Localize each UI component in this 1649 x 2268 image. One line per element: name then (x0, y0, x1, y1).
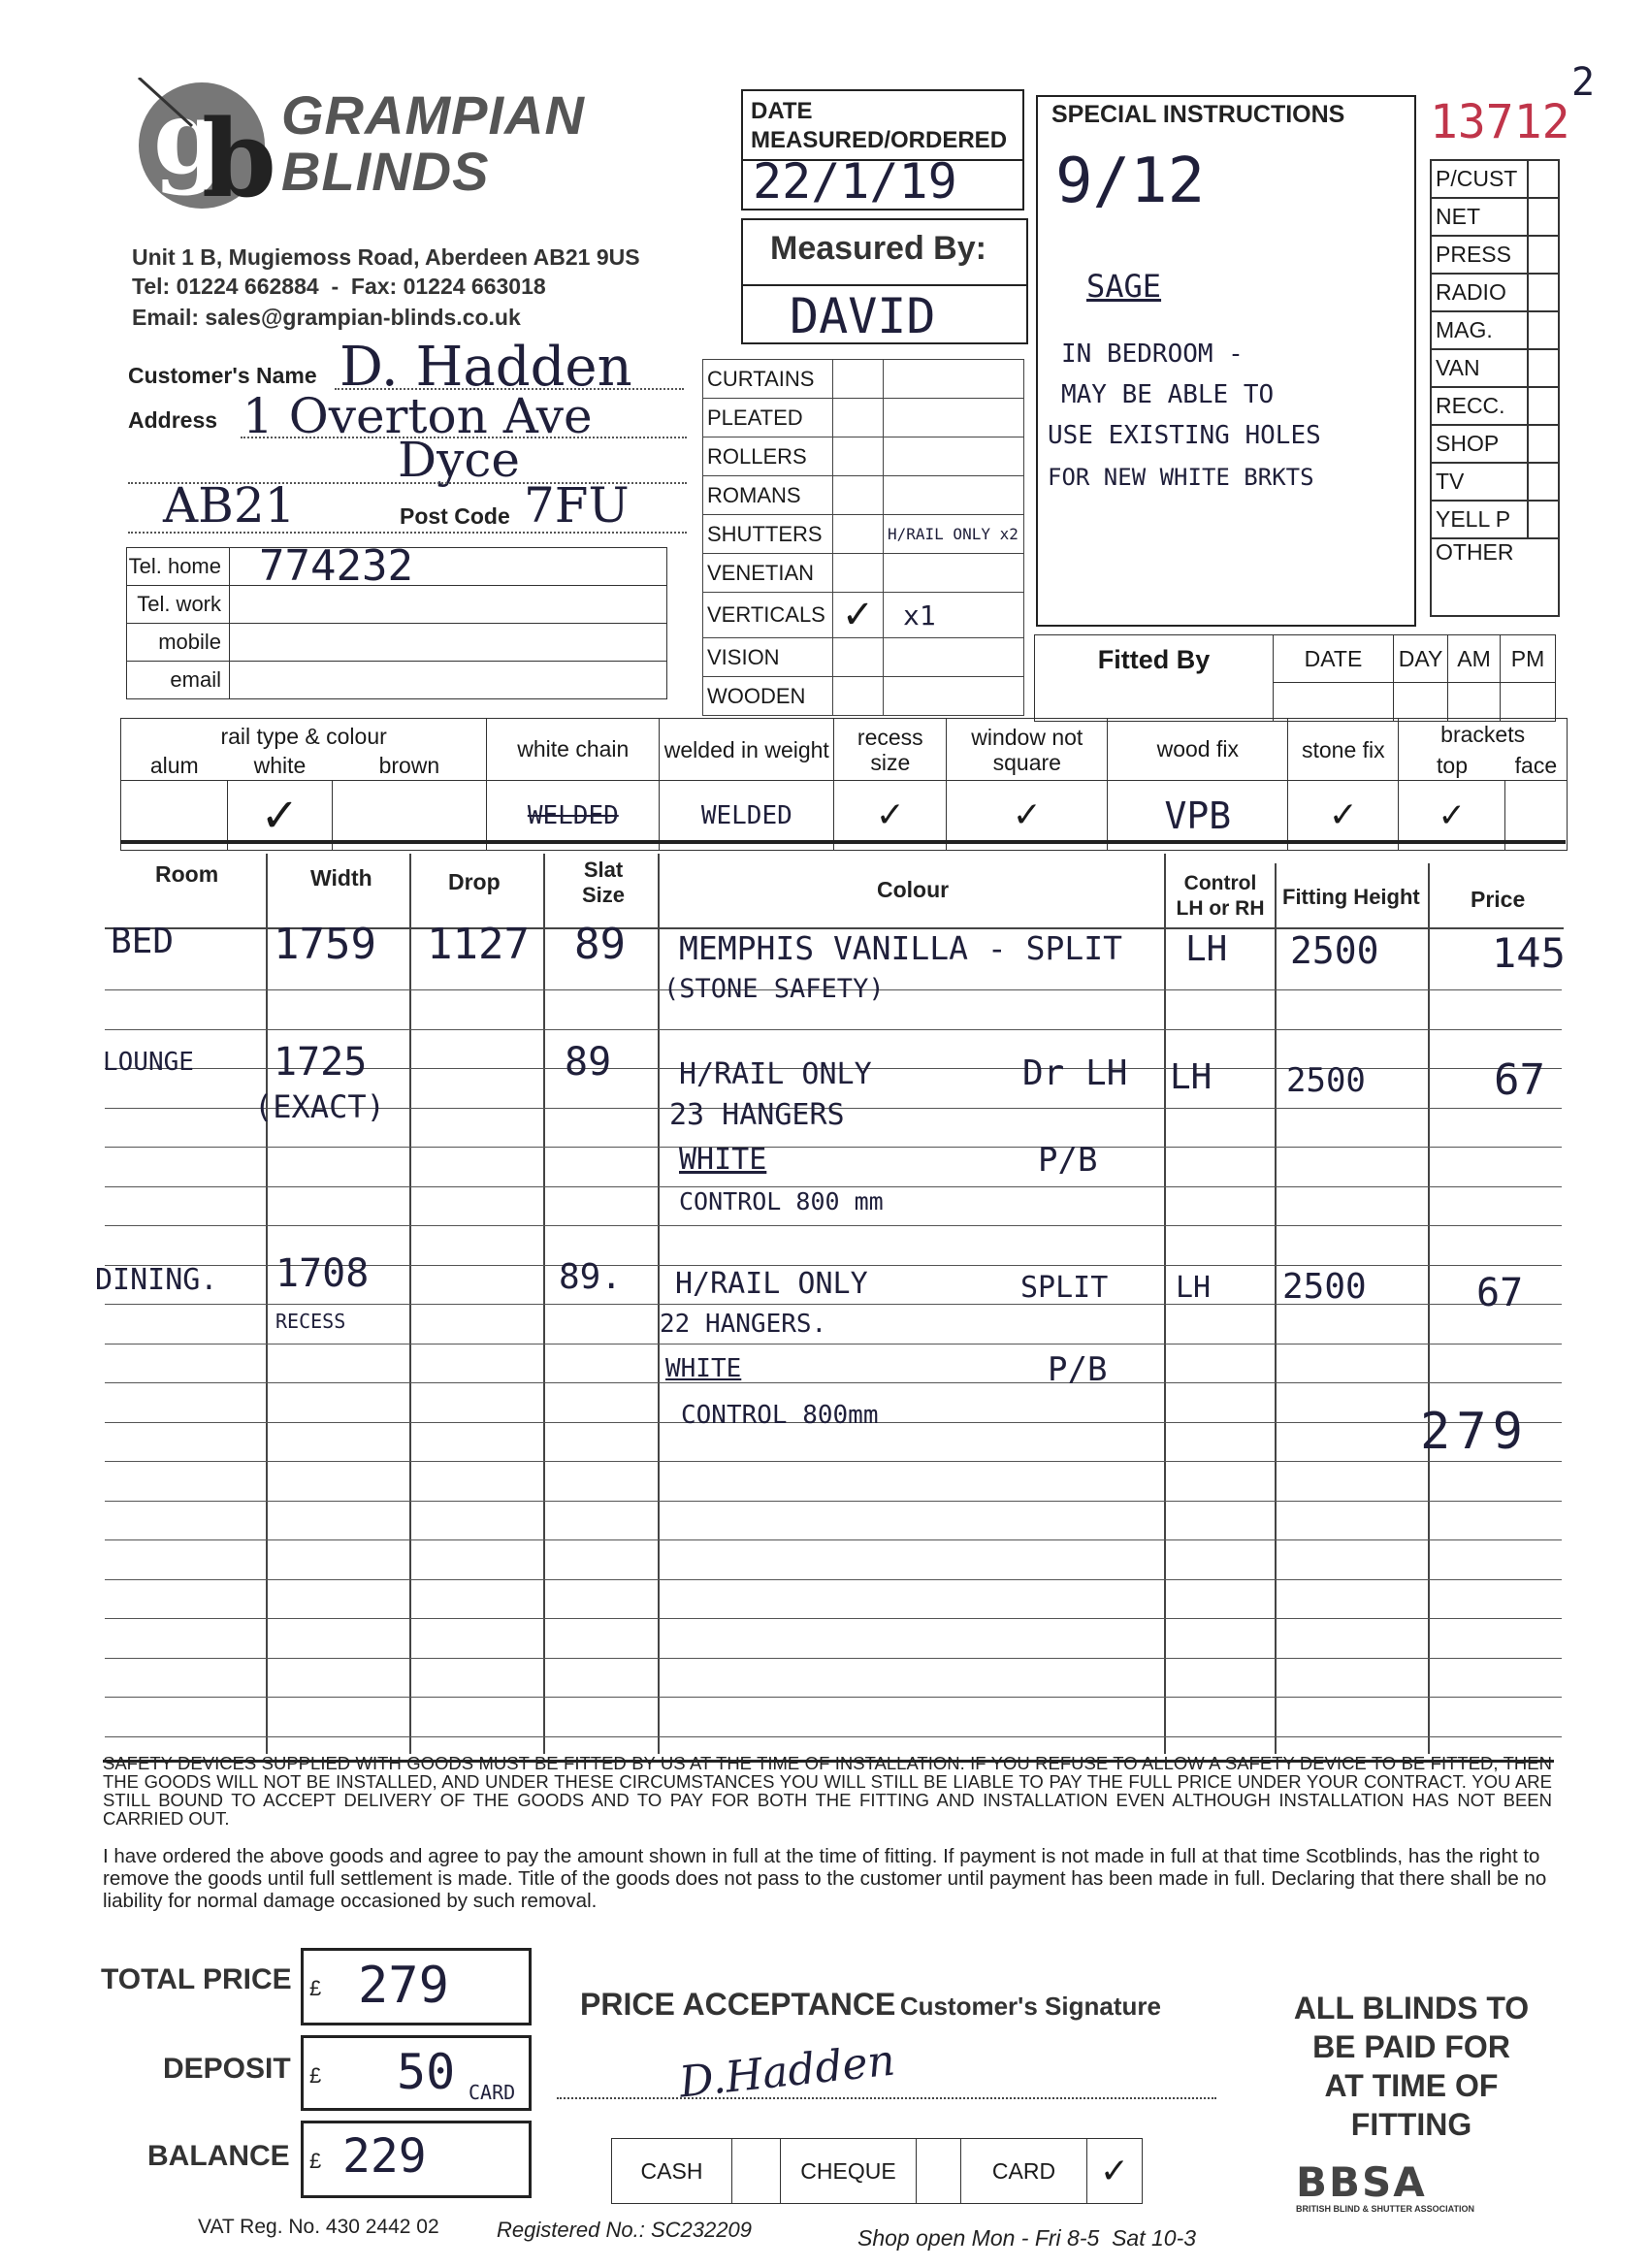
total-price-value: 279 (358, 1957, 449, 2015)
entry-colour-line: H/RAIL ONLY (679, 1057, 872, 1091)
entry-slat: 89. (559, 1257, 623, 1297)
window-label: window not square (947, 719, 1108, 781)
product-row (703, 593, 1024, 638)
product-note (884, 554, 1024, 593)
tel-row (127, 548, 667, 586)
fitted-by-table (1034, 634, 1556, 722)
window-check[interactable]: ✓ (947, 781, 1108, 851)
product-note (884, 638, 1024, 677)
source-row (1431, 349, 1559, 387)
entry-price: 67 (1476, 1271, 1524, 1315)
source-label: VAN (1431, 349, 1528, 387)
tel-row (127, 624, 667, 662)
brackets-label: brackets (1399, 719, 1568, 752)
tel-label: email (127, 662, 230, 699)
entry-colour-note: P/B (1048, 1350, 1108, 1389)
source-row (1431, 160, 1559, 198)
svg-text:b: b (202, 96, 276, 213)
table-rule (105, 1461, 1562, 1462)
product-row (703, 515, 1024, 554)
table-rule (105, 1344, 1562, 1345)
source-label: MAG. (1431, 311, 1528, 349)
entry-price: 67 (1494, 1055, 1545, 1105)
source-check[interactable] (1528, 425, 1559, 463)
product-mark (833, 360, 884, 399)
source-label: YELL P (1431, 501, 1528, 538)
entry-colour-line: CONTROL 800mm (681, 1401, 879, 1430)
entry-width-note: RECESS (275, 1310, 346, 1333)
alum-label: alum (121, 752, 228, 781)
source-check[interactable] (1528, 463, 1559, 501)
rail-type-label: rail type & colour (121, 719, 487, 752)
date-label-line1: DATE (751, 98, 813, 124)
product-label: ROMANS (703, 476, 833, 515)
product-mark (833, 476, 884, 515)
product-label: VERTICALS (703, 593, 833, 638)
source-label: NET (1431, 198, 1528, 236)
source-row (1431, 425, 1559, 463)
payment-notice-line: BE PAID FOR (1312, 2029, 1510, 2064)
date-box (741, 89, 1024, 211)
recess-label: recess size (834, 719, 947, 781)
source-row (1431, 463, 1559, 501)
entry-width: 1725 (274, 1040, 368, 1085)
header-control: Control LH or RH (1176, 872, 1265, 920)
entry-height: 2500 (1282, 1267, 1367, 1307)
customer-signature: D.Hadden (676, 2035, 898, 2108)
white-chain-label: white chain (487, 719, 660, 781)
source-row (1431, 274, 1559, 311)
entry-room: BED (111, 922, 175, 961)
entry-slat: 89 (565, 1040, 612, 1085)
entry-colour-line: 22 HANGERS. (660, 1310, 827, 1339)
source-row (1431, 198, 1559, 236)
price-acceptance-label (580, 1987, 1161, 2023)
customer-signature-label: Customer's Signature (899, 1992, 1161, 2021)
header-height: Fitting Height (1282, 885, 1420, 909)
entry-width: 1708 (275, 1251, 370, 1296)
entry-control: LH (1170, 1057, 1212, 1097)
special-note-line: FOR NEW WHITE BRKTS (1048, 464, 1314, 491)
payment-notice-line: FITTING (1350, 2107, 1472, 2142)
product-label: VENETIAN (703, 554, 833, 593)
stone-fix-check[interactable]: ✓ (1288, 781, 1399, 851)
cheque-label: CHEQUE (781, 2139, 917, 2204)
card-label: CARD (961, 2139, 1087, 2204)
fitted-date-cell[interactable] (1274, 683, 1394, 722)
payment-notice (1261, 1989, 1562, 2144)
source-row (1431, 311, 1559, 349)
card-check[interactable]: ✓ (1087, 2139, 1143, 2204)
cash-check[interactable] (732, 2139, 781, 2204)
address-line1: 1 Overton Ave (242, 388, 593, 444)
product-label: WOODEN (703, 677, 833, 716)
address-label: Address (128, 407, 218, 433)
recess-check[interactable]: ✓ (834, 781, 947, 851)
table-total-price: 279 (1420, 1403, 1529, 1461)
header-width: Width (310, 865, 372, 891)
product-row (703, 399, 1024, 437)
source-check[interactable] (1528, 349, 1559, 387)
col-divider (1428, 863, 1430, 1754)
fitted-am-label: AM (1448, 635, 1501, 683)
entry-colour-line: WHITE (665, 1354, 742, 1383)
signature-line (557, 2097, 1216, 2099)
welded-label: welded in weight (660, 719, 834, 781)
table-rule (105, 1618, 1562, 1619)
product-label: SHUTTERS (703, 515, 833, 554)
entry-colour-line: CONTROL 800 mm (679, 1187, 884, 1215)
source-label: TV (1431, 463, 1528, 501)
address-line2: Dyce (398, 432, 520, 488)
special-note-line: IN BEDROOM - (1061, 340, 1244, 369)
address-line3: AB21 (163, 477, 296, 534)
entry-colour-note: P/B (1038, 1141, 1098, 1180)
source-label: RADIO (1431, 274, 1528, 311)
telephone-table (126, 541, 667, 699)
product-label: VISION (703, 638, 833, 677)
tel-value: 774232 (230, 548, 667, 586)
header-price: Price (1471, 887, 1526, 912)
company-logo (134, 78, 279, 213)
source-row (1431, 236, 1559, 274)
date-label-line2: MEASURED/ORDERED (751, 127, 1008, 153)
entry-colour-note: SPLIT (1020, 1271, 1109, 1305)
entry-colour-line: MEMPHIS VANILLA - SPLIT (679, 929, 1122, 967)
source-label: RECC. (1431, 387, 1528, 425)
table-rule (105, 1225, 1562, 1226)
entry-colour-note: Dr LH (1022, 1053, 1128, 1093)
source-label: SHOP (1431, 425, 1528, 463)
white-check[interactable]: ✓ (228, 781, 333, 851)
deposit-currency: £ (309, 2063, 322, 2088)
order-number: 13712 (1430, 95, 1570, 149)
entry-colour-line: H/RAIL ONLY (675, 1267, 868, 1301)
postcode-value: 7FU (524, 477, 630, 534)
welded-value[interactable]: WELDED (660, 781, 834, 851)
product-mark (833, 515, 884, 554)
rail-options-table (120, 718, 1568, 851)
total-price-box (301, 1948, 532, 2025)
wood-fix-value[interactable]: VPB (1108, 781, 1288, 851)
company-phone: Tel: 01224 662884 - Fax: 01224 663018 (132, 274, 546, 299)
fitted-date-label: DATE (1274, 635, 1394, 683)
fitted-am-cell[interactable] (1448, 683, 1501, 722)
header-drop: Drop (448, 869, 501, 894)
col-divider (1275, 863, 1277, 1754)
cheque-check[interactable] (917, 2139, 961, 2204)
vat-number: VAT Reg. No. 430 2442 02 (198, 2216, 439, 2238)
agreement-terms: I have ordered the above goods and agree to pay the amount shown in full at the time of fitting. If payment is not made in full at that time Scotblinds, has the right to remove the goods until full settlement is made. Title of the goods does not pass to the customer until payment has been made in full. Declaring that there shall be no liability for normal damage occasioned by such removal. (103, 1845, 1547, 1912)
tel-value (230, 624, 667, 662)
table-rule (105, 1501, 1562, 1502)
source-check[interactable] (1528, 236, 1559, 274)
product-row (703, 554, 1024, 593)
face-label: face (1505, 752, 1568, 781)
source-check[interactable] (1528, 274, 1559, 311)
price-acceptance-title: PRICE ACCEPTANCE (580, 1987, 896, 2022)
total-price-label: TOTAL PRICE (101, 1963, 292, 1995)
tel-row (127, 586, 667, 624)
table-rule (105, 1579, 1562, 1580)
payment-method-table (611, 2138, 1143, 2204)
product-label: CURTAINS (703, 360, 833, 399)
top-label: top (1399, 752, 1505, 781)
balance-value: 229 (342, 2129, 427, 2184)
bbsa-logo (1296, 2158, 1529, 2214)
product-row (703, 437, 1024, 476)
product-mark (833, 677, 884, 716)
product-note (884, 399, 1024, 437)
product-mark (833, 399, 884, 437)
tel-row (127, 662, 667, 699)
registered-number: Registered No.: SC232209 (497, 2218, 752, 2242)
safety-terms: SAFETY DEVICES SUPPLIED WITH GOODS MUST BE FITTED BY US AT THE TIME OF INSTALLATION. IF YOU REFUSE TO ALLOW A SAFETY DEVICE TO BE FITTED, THEN THE GOODS WILL NOT BE INSTALLED, AND UNDER THESE CIRCUMSTANCES YOU WILL STILL BE LIABLE TO PAY THE FULL PRICE UNDER YOUR CONTRACT. YOU ARE STILL BOUND TO ACCEPT DELIVERY OF THE GOODS AND TO PAY FOR BOTH THE FITTING AND INSTALLATION EVEN ALTHOUGH INSTALLATION HAS NOT BEEN CARRIED OUT. (103, 1753, 1552, 1829)
entry-drop: 1127 (427, 920, 530, 969)
entry-control: LH (1176, 1271, 1212, 1305)
source-label: OTHER (1431, 538, 1559, 616)
tel-label: Tel. work (127, 586, 230, 624)
table-rule (105, 1736, 1562, 1737)
brown-label: brown (333, 752, 487, 781)
svg-text:g: g (153, 78, 225, 197)
entry-room: LOUNGE (103, 1048, 194, 1077)
product-row (703, 638, 1024, 677)
source-check[interactable] (1528, 387, 1559, 425)
product-mark: ✓ (833, 593, 884, 638)
product-row (703, 360, 1024, 399)
fitted-by-label: Fitted By (1035, 635, 1274, 722)
source-check[interactable] (1528, 501, 1559, 538)
company-name-line2: BLINDS (281, 141, 490, 202)
stone-fix-label: stone fix (1288, 719, 1399, 781)
date-value: 22/1/19 (753, 153, 957, 210)
balance-currency: £ (309, 2149, 322, 2173)
wood-fix-label: wood fix (1108, 719, 1288, 781)
product-mark (833, 437, 884, 476)
tel-value (230, 662, 667, 699)
fitted-day-cell[interactable] (1394, 683, 1448, 722)
product-mark (833, 554, 884, 593)
source-check[interactable] (1528, 311, 1559, 349)
product-note (884, 437, 1024, 476)
product-row (703, 476, 1024, 515)
product-note (884, 360, 1024, 399)
company-address: Unit 1 B, Mugiemoss Road, Aberdeen AB21 9US (132, 244, 640, 270)
address-dotline3 (128, 532, 687, 534)
header-slat: Slat Size (581, 858, 626, 907)
header-colour: Colour (877, 877, 950, 902)
measured-by-label: Measured By: (770, 230, 986, 267)
product-note: H/RAIL ONLY x2 (884, 515, 1024, 554)
order-table-top-rule (120, 840, 1566, 844)
company-email: Email: sales@grampian-blinds.co.uk (132, 305, 521, 330)
fitted-pm-label: PM (1501, 635, 1556, 683)
bracket-top-check[interactable]: ✓ (1399, 781, 1505, 851)
table-rule (105, 1382, 1562, 1383)
product-table (702, 359, 1024, 716)
special-instructions-box (1036, 95, 1416, 627)
fitted-pm-cell[interactable] (1501, 683, 1556, 722)
product-mark (833, 638, 884, 677)
payment-notice-line: ALL BLINDS TO (1293, 1991, 1530, 2025)
table-rule (105, 1029, 1562, 1030)
special-note-line: USE EXISTING HOLES (1048, 421, 1321, 450)
deposit-label: DEPOSIT (163, 2053, 291, 2085)
product-note: x1 (884, 593, 1024, 638)
total-currency: £ (309, 1976, 322, 2000)
fitted-day-label: DAY (1394, 635, 1448, 683)
cash-label: CASH (612, 2139, 732, 2204)
entry-price: 145 (1492, 929, 1566, 977)
source-table (1430, 159, 1560, 617)
entry-colour-line: WHITE (679, 1143, 767, 1177)
source-row (1431, 538, 1559, 616)
white-label: white (228, 752, 333, 781)
entry-height: 2500 (1286, 1061, 1366, 1100)
entry-colour-line: (STONE SAFETY) (663, 974, 885, 1004)
special-note-line: MAY BE ABLE TO (1061, 380, 1275, 409)
deposit-box (301, 2035, 532, 2111)
balance-box (301, 2121, 532, 2198)
table-rule (105, 1697, 1562, 1698)
customer-name-label: Customer's Name (128, 363, 317, 388)
table-rule (105, 1539, 1562, 1540)
product-label: ROLLERS (703, 437, 833, 476)
postcode-label: Post Code (400, 503, 510, 529)
deposit-value: 50 (397, 2044, 456, 2100)
entry-width-note: (EXACT) (254, 1088, 385, 1125)
source-check[interactable] (1528, 198, 1559, 236)
product-note (884, 677, 1024, 716)
source-label: PRESS (1431, 236, 1528, 274)
table-rule (105, 1658, 1562, 1659)
page-mark: 2 (1571, 60, 1596, 105)
source-check[interactable] (1528, 160, 1559, 198)
header-room: Room (155, 861, 219, 887)
tel-label: mobile (127, 624, 230, 662)
product-note (884, 476, 1024, 515)
customer-name: D. Hadden (340, 336, 632, 399)
measured-by-value: DAVID (790, 288, 936, 344)
white-chain-value[interactable]: WELDED (487, 781, 660, 851)
bbsa-subtitle: BRITISH BLIND & SHUTTER ASSOCIATION (1296, 2204, 1474, 2214)
entry-width: 1759 (274, 920, 376, 969)
bbsa-logo-text: BBSA (1296, 2158, 1427, 2206)
special-instructions-label: SPECIAL INSTRUCTIONS (1051, 101, 1345, 128)
company-name-line1: GRAMPIAN (281, 84, 585, 146)
payment-notice-line: AT TIME OF (1324, 2068, 1499, 2103)
entry-room: DINING. (95, 1263, 218, 1297)
balance-label: BALANCE (147, 2140, 290, 2172)
special-date: 9/12 (1055, 146, 1206, 217)
special-note-heading: SAGE (1086, 268, 1162, 305)
table-rule (105, 1147, 1562, 1148)
source-row (1431, 387, 1559, 425)
entry-colour-line: 23 HANGERS (669, 1098, 845, 1132)
product-row (703, 677, 1024, 716)
measured-by-box (741, 218, 1028, 344)
shop-hours: Shop open Mon - Fri 8-5 Sat 10-3 (857, 2225, 1197, 2251)
entry-height: 2500 (1290, 929, 1379, 972)
source-row (1431, 501, 1559, 538)
deposit-note: CARD (469, 2081, 516, 2104)
tel-label: Tel. home (127, 548, 230, 586)
company-name (281, 84, 585, 202)
product-label: PLEATED (703, 399, 833, 437)
entry-slat: 89 (574, 920, 626, 969)
entry-control: LH (1185, 929, 1228, 969)
tel-value (230, 586, 667, 624)
source-label: P/CUST (1431, 160, 1528, 198)
